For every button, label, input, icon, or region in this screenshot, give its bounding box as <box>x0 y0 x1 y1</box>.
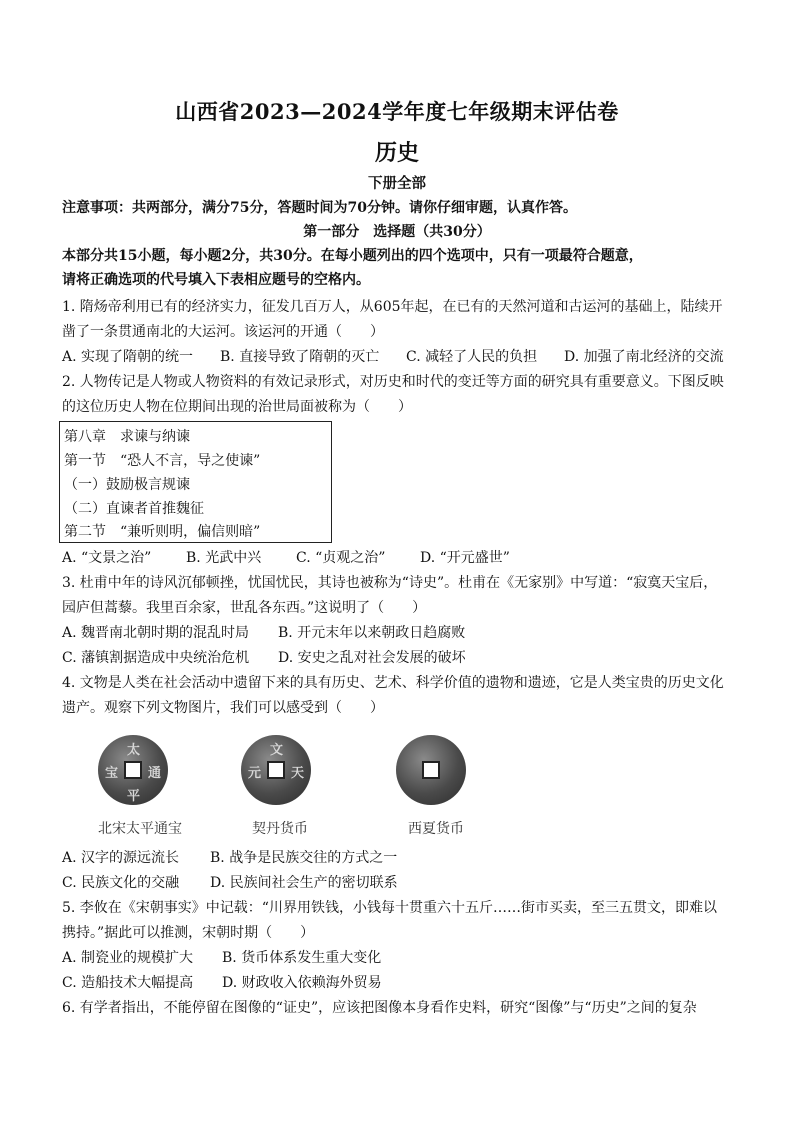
q3-options-row1 <box>62 623 742 643</box>
q4-option-b[interactable]: B. 战争是民族交往的方式之一 <box>210 850 398 866</box>
box-line: （二）直谏者首推魏征 <box>64 501 204 517</box>
q3-option-d[interactable]: D. 安史之乱对社会发展的破坏 <box>278 650 466 666</box>
q3-option-c[interactable]: C. 藩镇割据造成中央统治危机 <box>62 650 250 666</box>
box-line: （一）鼓励极言规谏 <box>64 477 190 493</box>
notice: 注意事项：共两部分，满分75分，答题时间为70分钟。请你仔细审题，认真作答。 <box>62 200 577 216</box>
q5-option-c[interactable]: C. 造船技术大幅提高 <box>62 975 194 991</box>
q3-stem-1: 3. 杜甫中年的诗风沉郁顿挫，忧国忧民，其诗也被称为“诗史”。杜甫在《无家别》中写道：“寂寞天宝后， <box>62 575 718 591</box>
q4-options-row1 <box>62 848 742 868</box>
q1-stem-2: 凿了一条贯通南北的大运河。该运河的开通（ ） <box>62 324 384 340</box>
q3-option-b[interactable]: B. 开元末年以来朝政日趋腐败 <box>278 625 466 641</box>
q5-options-row2 <box>62 973 742 993</box>
part1-heading: 第一部分 选择题（共30分） <box>303 224 491 240</box>
exam-title: 山西省2023—2024学年度七年级期末评估卷 <box>175 99 619 124</box>
q2-option-b[interactable]: B. 光武中兴 <box>186 550 262 566</box>
subject-title: 历史 <box>374 140 419 166</box>
biography-contents-box <box>59 421 332 543</box>
song-coin-image: 太 平 通 宝 <box>98 735 168 805</box>
q4-stem-2: 遗产。观察下列文物图片，我们可以感受到（ ） <box>62 700 384 716</box>
box-line: 第八章 求谏与纳谏 <box>64 429 190 445</box>
q3-option-a[interactable]: A. 魏晋南北朝时期的混乱时局 <box>62 625 250 641</box>
q1-option-c[interactable]: C. 减轻了人民的负担 <box>406 349 538 365</box>
q1-option-a[interactable]: A. 实现了隋朝的统一 <box>62 349 194 365</box>
q1-stem-1: 1. 隋炀帝利用已有的经济实力，征发几百万人，从605年起，在已有的天然河道和古运河的基础上，陆续开 <box>62 299 723 315</box>
q4-option-a[interactable]: A. 汉字的源远流长 <box>62 850 180 866</box>
q4-options-row2 <box>62 873 742 893</box>
xixia-coin-image <box>396 735 466 805</box>
scope-label: 下册全部 <box>368 175 426 192</box>
q3-options-row2 <box>62 648 742 668</box>
coin-caption: 西夏货币 <box>408 821 464 837</box>
q5-options-row1 <box>62 948 742 968</box>
coin-caption: 北宋太平通宝 <box>98 821 182 837</box>
q3-stem-2: 园庐但蒿藜。我里百余家，世乱各东西。”这说明了（ ） <box>62 600 427 616</box>
q5-option-a[interactable]: A. 制瓷业的规模扩大 <box>62 950 194 966</box>
coin-caption: 契丹货币 <box>252 821 308 837</box>
khitan-coin-image: 文 天 元 <box>241 735 311 805</box>
q2-stem-2: 的这位历史人物在位期间出现的治世局面被称为（ ） <box>62 399 412 415</box>
q2-options <box>62 548 742 568</box>
q5-stem-2: 携持。”据此可以推测，宋朝时期（ ） <box>62 925 315 941</box>
q2-option-d[interactable]: D. “开元盛世” <box>420 550 510 566</box>
q1-option-d[interactable]: D. 加强了南北经济的交流 <box>564 349 724 365</box>
q4-option-c[interactable]: C. 民族文化的交融 <box>62 875 180 891</box>
q2-option-c[interactable]: C. “贞观之治” <box>296 550 386 566</box>
q2-stem-1: 2. 人物传记是人物或人物资料的有效记录形式，对历史和时代的变迁等方面的研究具有重要意义。下图反映 <box>62 374 724 390</box>
part1-instruction-1: 本部分共15小题，每小题2分，共30分。在每小题列出的四个选项中，只有一项最符合题意， <box>62 248 643 264</box>
q5-option-d[interactable]: D. 财政收入依赖海外贸易 <box>222 975 382 991</box>
q4-option-d[interactable]: D. 民族间社会生产的密切联系 <box>210 875 398 891</box>
box-line: 第一节 “恐人不言，导之使谏” <box>64 453 261 469</box>
box-line: 第二节 “兼听则明，偏信则暗” <box>64 524 261 540</box>
q2-option-a[interactable]: A. “文景之治” <box>62 550 152 566</box>
q6-stem-1: 6. 有学者指出，不能停留在图像的“证史”，应该把图像本身看作史料，研究“图像”与“历史”之间的复杂 <box>62 1000 697 1016</box>
q4-stem-1: 4. 文物是人类在社会活动中遗留下来的具有历史、艺术、科学价值的遗物和遗迹，它是人类宝贵的历史文化 <box>62 675 724 691</box>
part1-instruction-2: 请将正确选项的代号填入下表相应题号的空格内。 <box>62 272 370 288</box>
q1-option-b[interactable]: B. 直接导致了隋朝的灭亡 <box>220 349 380 365</box>
q5-option-b[interactable]: B. 货币体系发生重大变化 <box>222 950 382 966</box>
q1-options <box>62 347 742 367</box>
q5-stem-1: 5. 李攸在《宋朝事实》中记载：“川界用铁钱，小钱每十贯重六十五斤……街市买卖，至三五贯文，即难以 <box>62 900 717 916</box>
